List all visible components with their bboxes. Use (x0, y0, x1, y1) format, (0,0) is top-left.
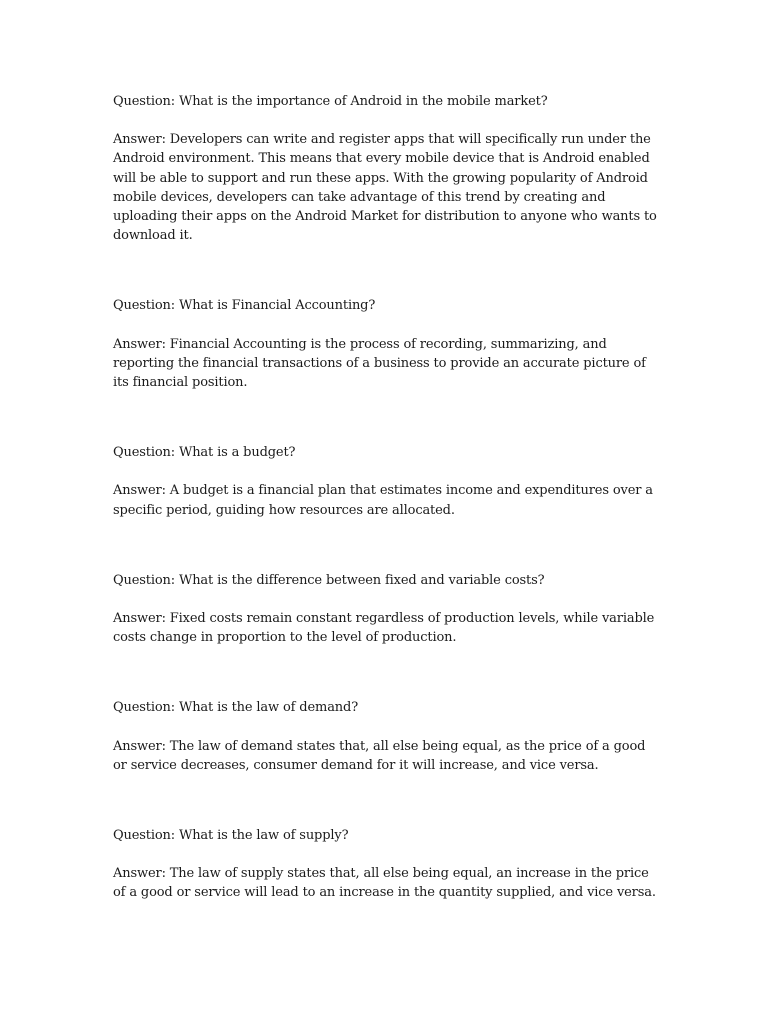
qa-block-fixed-variable-costs (113, 571, 658, 648)
answer-text: Answer: Developers can write and register apps that will specifically run under the Android environment. This means that every mobile device that is Android enabled will be able to support and run these apps. With the growing popularity of Android mobile devices, developers can take advantage of this trend by creating and uploading their apps on the Android Market for distribution to anyone who wants to download it. (113, 132, 657, 244)
qa-block-budget (113, 443, 658, 520)
qa-block-law-of-supply (113, 826, 658, 903)
document-page (113, 92, 658, 903)
qa-block-android (113, 92, 658, 245)
qa-block-law-of-demand (113, 698, 658, 775)
question-text: Question: What is the law of supply? (113, 828, 349, 844)
answer-text: Answer: The law of demand states that, all else being equal, as the price of a good or service decreases, consumer demand for it will increase, and vice versa. (113, 738, 646, 773)
question-text: Question: What is the law of demand? (113, 700, 359, 716)
answer-text: Answer: The law of supply states that, all else being equal, an increase in the price of a good or service will lead to an increase in the quantity supplied, and vice versa. (113, 866, 656, 901)
question-text: Question: What is a budget? (113, 445, 296, 461)
answer-text: Answer: Fixed costs remain constant regardless of production levels, while variable costs change in proportion to the level of production. (113, 611, 655, 646)
answer-text: Answer: A budget is a financial plan that estimates income and expenditures over a specific period, guiding how resources are allocated. (113, 483, 653, 518)
question-text: Question: What is Financial Accounting? (113, 298, 376, 314)
answer-text: Answer: Financial Accounting is the process of recording, summarizing, and reporting the financial transactions of a business to provide an accurate picture of its financial position. (113, 336, 646, 391)
question-text: Question: What is the difference between fixed and variable costs? (113, 572, 545, 588)
question-text: Question: What is the importance of Android in the mobile market? (113, 94, 548, 109)
qa-block-financial-accounting (113, 296, 658, 392)
